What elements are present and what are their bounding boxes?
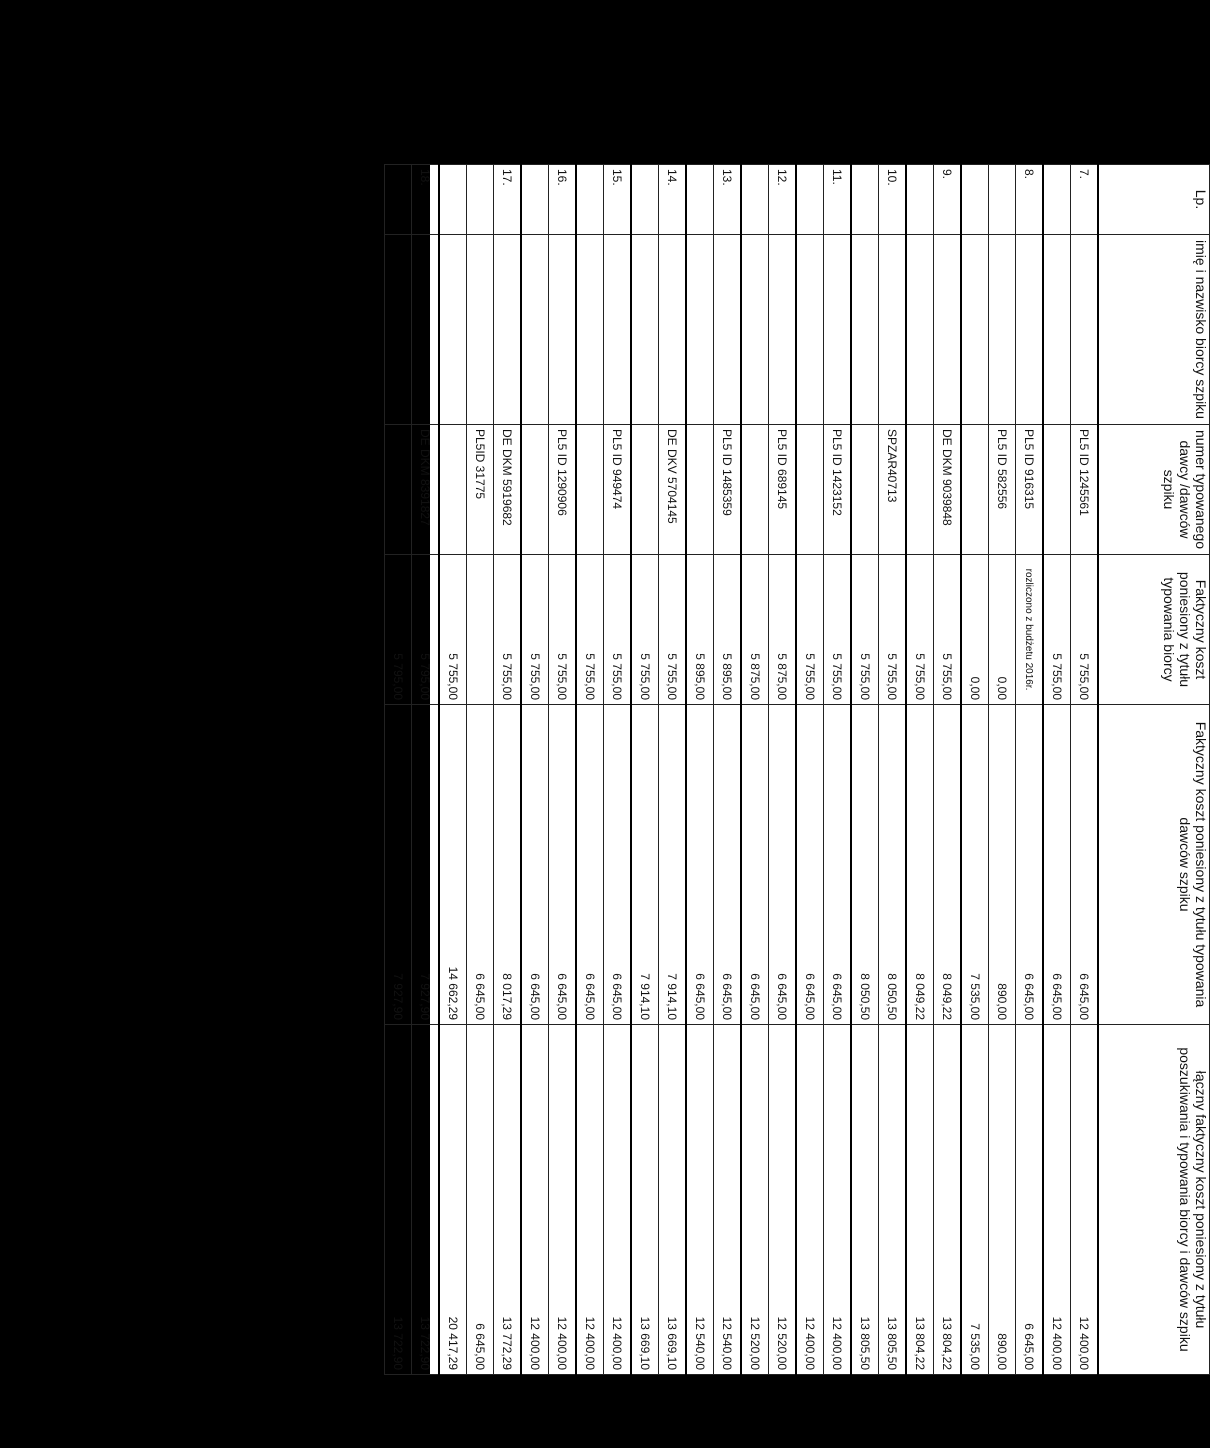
cell-lp: 13.	[714, 165, 742, 235]
cell-name	[1043, 235, 1071, 425]
cell-recipient-cost: 0,00	[961, 555, 989, 705]
cell-recipient-cost: 5 755,00	[494, 555, 522, 705]
cell-donor-number: PL5 ID 949474	[604, 425, 632, 555]
cell-donor-number	[686, 425, 714, 555]
cell-donor-number	[851, 425, 879, 555]
cell-recipient-cost: 5 895,00	[686, 555, 714, 705]
cell-donor-number	[576, 425, 604, 555]
cell-lp: 16.	[549, 165, 577, 235]
cell-lp	[521, 165, 549, 235]
cell-total-cost: 13 722,90	[412, 1025, 440, 1375]
cell-recipient-cost: 5 875,00	[741, 555, 769, 705]
cell-name	[385, 235, 412, 425]
cell-name	[604, 235, 632, 425]
cell-name	[769, 235, 797, 425]
cell-name	[549, 235, 577, 425]
cell-total-cost: 13 669,10	[659, 1025, 687, 1375]
cell-lp	[906, 165, 934, 235]
cell-donor-cost: 7 535,00	[961, 705, 989, 1025]
cell-donor-number: DE DKV 5704145	[659, 425, 687, 555]
cell-name	[521, 235, 549, 425]
cell-donor-number: DE DKM 9039848	[934, 425, 962, 555]
cell-total-cost: 13 669,10	[631, 1025, 659, 1375]
header-row	[1098, 165, 1210, 1375]
cell-lp: 10.	[879, 165, 907, 235]
cell-total-cost: 7 535,00	[961, 1025, 989, 1375]
cell-name	[412, 235, 440, 425]
cell-donor-cost: 6 645,00	[521, 705, 549, 1025]
cell-recipient-cost: 5 875,00	[769, 555, 797, 705]
cell-recipient-cost: 5 895,00	[714, 555, 742, 705]
cell-lp	[741, 165, 769, 235]
cell-recipient-cost: 5 755,00	[521, 555, 549, 705]
cell-recipient-cost: 5 755,00	[659, 555, 687, 705]
cell-donor-number: PL5 ID 1245561	[1071, 425, 1099, 555]
cell-recipient-cost: 5 755,00	[906, 555, 934, 705]
header-recipient-cost: Faktyczny koszt poniesiony z tytułu typowania biorcy	[1098, 555, 1210, 705]
header-total-cost: łączny faktyczny koszt poniesiony z tytułu poszukiwania i typowania biorcy i dawców szpiku	[1098, 1025, 1210, 1375]
cell-lp: 11.	[824, 165, 852, 235]
table-row	[961, 165, 989, 1375]
table-row	[851, 165, 879, 1375]
header-donor-cost: Faktyczny koszt poniesiony z tytułu typowania dawców szpiku	[1098, 705, 1210, 1025]
cell-lp	[851, 165, 879, 235]
header-donor-number: numer typowanego dawcy /dawców szpiku	[1098, 425, 1210, 555]
table-row	[741, 165, 769, 1375]
cell-donor-cost: 6 645,00	[714, 705, 742, 1025]
cell-name	[631, 235, 659, 425]
cell-lp: 8.	[1016, 165, 1044, 235]
cell-donor-number: PL5 ID 916315	[1016, 425, 1044, 555]
cell-name	[851, 235, 879, 425]
table-row	[879, 165, 907, 1375]
cell-total-cost: 12 400,00	[576, 1025, 604, 1375]
cell-donor-cost: 890,00	[989, 705, 1016, 1025]
cell-donor-number: PL5 ID 1290906	[549, 425, 577, 555]
cell-donor-cost: 7 927,90	[412, 705, 440, 1025]
cell-recipient-cost	[467, 555, 494, 705]
table-row	[467, 165, 494, 1375]
cell-lp: 14.	[659, 165, 687, 235]
cell-lp: 18.	[412, 165, 440, 235]
cell-lp	[631, 165, 659, 235]
cell-donor-number: PL5ID 31775	[467, 425, 494, 555]
cell-total-cost: 13 805,50	[851, 1025, 879, 1375]
cell-recipient-cost: 5 755,00	[631, 555, 659, 705]
table-row	[604, 165, 632, 1375]
cell-donor-number: PL5 ID 582556	[989, 425, 1016, 555]
cell-total-cost: 20 417,29	[439, 1025, 467, 1375]
cell-donor-cost: 7 927,90	[385, 705, 412, 1025]
table-row	[1071, 165, 1099, 1375]
cell-lp	[796, 165, 824, 235]
cell-donor-number	[521, 425, 549, 555]
cell-recipient-cost: 0,00	[989, 555, 1016, 705]
cell-name	[1016, 235, 1044, 425]
cost-table	[384, 164, 1210, 1375]
cell-lp	[1043, 165, 1071, 235]
table-body	[385, 165, 1099, 1375]
cell-name	[494, 235, 522, 425]
cell-recipient-cost: 5 795,00	[385, 555, 412, 705]
cell-total-cost: 6 645,00	[1016, 1025, 1044, 1375]
cell-donor-number	[906, 425, 934, 555]
cell-recipient-cost: 5 755,00	[1071, 555, 1099, 705]
table-row	[1043, 165, 1071, 1375]
table-row	[576, 165, 604, 1375]
cell-name	[824, 235, 852, 425]
cell-total-cost: 12 540,00	[714, 1025, 742, 1375]
cell-recipient-cost: 5 755,00	[1043, 555, 1071, 705]
cell-donor-number	[631, 425, 659, 555]
table-row	[796, 165, 824, 1375]
cell-donor-number	[439, 425, 467, 555]
cell-name	[576, 235, 604, 425]
cell-donor-number: PL5 ID 1423152	[824, 425, 852, 555]
cell-lp	[385, 165, 412, 235]
cell-recipient-cost: 5 755,00	[439, 555, 467, 705]
table-row	[686, 165, 714, 1375]
table-row	[521, 165, 549, 1375]
cell-recipient-cost: rozliczono z budżetu 2016r.	[1016, 555, 1044, 705]
cell-donor-cost: 8 050,50	[879, 705, 907, 1025]
cell-total-cost: 12 400,00	[549, 1025, 577, 1375]
cell-recipient-cost: 5 755,00	[604, 555, 632, 705]
cell-lp	[961, 165, 989, 235]
cell-lp	[439, 165, 467, 235]
cell-total-cost: 12 520,00	[741, 1025, 769, 1375]
cell-recipient-cost: 5 755,00	[824, 555, 852, 705]
cell-name	[906, 235, 934, 425]
cell-total-cost: 12 400,00	[521, 1025, 549, 1375]
cell-total-cost: 12 400,00	[824, 1025, 852, 1375]
cell-name	[741, 235, 769, 425]
cell-donor-cost: 6 645,00	[1016, 705, 1044, 1025]
cell-donor-number: DE DKM 8391827	[412, 425, 440, 555]
cell-donor-cost: 14 662,29	[439, 705, 467, 1025]
table-row	[549, 165, 577, 1375]
cell-total-cost: 12 540,00	[686, 1025, 714, 1375]
cell-donor-cost: 6 645,00	[604, 705, 632, 1025]
cell-donor-cost: 8 049,22	[934, 705, 962, 1025]
cell-name	[961, 235, 989, 425]
cell-lp: 7.	[1071, 165, 1099, 235]
cell-recipient-cost: 5 755,00	[879, 555, 907, 705]
header-lp: Lp.	[1098, 165, 1210, 235]
cell-donor-cost: 6 645,00	[576, 705, 604, 1025]
cell-name	[659, 235, 687, 425]
cell-total-cost: 12 400,00	[1071, 1025, 1099, 1375]
cell-donor-number	[796, 425, 824, 555]
cell-name	[879, 235, 907, 425]
cell-recipient-cost: 5 755,00	[934, 555, 962, 705]
table-row	[659, 165, 687, 1375]
table-row	[385, 165, 412, 1375]
cell-lp	[989, 165, 1016, 235]
table-row	[631, 165, 659, 1375]
cell-recipient-cost: 5 795,00	[412, 555, 440, 705]
cell-lp: 15.	[604, 165, 632, 235]
cell-total-cost: 12 520,00	[769, 1025, 797, 1375]
table-row	[934, 165, 962, 1375]
cell-recipient-cost: 5 755,00	[851, 555, 879, 705]
cell-donor-cost: 6 645,00	[769, 705, 797, 1025]
cell-donor-number: PL5 ID 1485359	[714, 425, 742, 555]
table-row	[714, 165, 742, 1375]
cell-donor-number: SPZAR40713	[879, 425, 907, 555]
table-row	[412, 165, 440, 1375]
cell-name	[1071, 235, 1099, 425]
cell-donor-number	[1043, 425, 1071, 555]
cell-donor-cost: 7 914,10	[631, 705, 659, 1025]
cell-name	[439, 235, 467, 425]
cell-donor-number: PL5 ID 689145	[769, 425, 797, 555]
cell-total-cost: 6 645,00	[467, 1025, 494, 1375]
cell-donor-number	[961, 425, 989, 555]
cell-lp	[467, 165, 494, 235]
table-row	[906, 165, 934, 1375]
table-row	[494, 165, 522, 1375]
cell-total-cost: 12 400,00	[604, 1025, 632, 1375]
cell-donor-cost: 6 645,00	[686, 705, 714, 1025]
cell-donor-cost: 6 645,00	[1043, 705, 1071, 1025]
table-row	[824, 165, 852, 1375]
cell-total-cost: 13 804,22	[906, 1025, 934, 1375]
cell-total-cost: 13 772,29	[494, 1025, 522, 1375]
cell-lp	[576, 165, 604, 235]
cell-name	[714, 235, 742, 425]
cell-total-cost: 12 400,00	[1043, 1025, 1071, 1375]
cell-name	[467, 235, 494, 425]
cell-lp	[686, 165, 714, 235]
cell-recipient-cost: 5 755,00	[549, 555, 577, 705]
cell-total-cost: 13 805,50	[879, 1025, 907, 1375]
table-row	[439, 165, 467, 1375]
cell-name	[796, 235, 824, 425]
table-row	[769, 165, 797, 1375]
cell-recipient-cost: 5 755,00	[796, 555, 824, 705]
scanned-document	[391, 164, 1210, 1374]
cell-donor-number	[385, 425, 412, 555]
cell-donor-cost: 6 645,00	[824, 705, 852, 1025]
cell-donor-cost: 6 645,00	[1071, 705, 1099, 1025]
cell-name	[686, 235, 714, 425]
cell-total-cost: 13 722,90	[385, 1025, 412, 1375]
cell-donor-number: DE DKM 5919682	[494, 425, 522, 555]
cell-donor-number	[741, 425, 769, 555]
cell-lp: 12.	[769, 165, 797, 235]
cell-donor-cost: 8 049,22	[906, 705, 934, 1025]
cell-donor-cost: 8 017,29	[494, 705, 522, 1025]
cell-total-cost: 13 804,22	[934, 1025, 962, 1375]
cell-donor-cost: 8 050,50	[851, 705, 879, 1025]
cell-donor-cost: 6 645,00	[549, 705, 577, 1025]
cell-lp: 9.	[934, 165, 962, 235]
table-row	[1016, 165, 1044, 1375]
cell-recipient-cost: 5 755,00	[576, 555, 604, 705]
table-row	[989, 165, 1016, 1375]
cell-name	[989, 235, 1016, 425]
cell-lp: 17.	[494, 165, 522, 235]
cell-donor-cost: 6 645,00	[467, 705, 494, 1025]
cell-donor-cost: 7 914,10	[659, 705, 687, 1025]
header-name: imię i nazwisko biorcy szpiku	[1098, 235, 1210, 425]
cell-total-cost: 12 400,00	[796, 1025, 824, 1375]
cell-total-cost: 890,00	[989, 1025, 1016, 1375]
cell-name	[934, 235, 962, 425]
cell-donor-cost: 6 645,00	[741, 705, 769, 1025]
cell-donor-cost: 6 645,00	[796, 705, 824, 1025]
